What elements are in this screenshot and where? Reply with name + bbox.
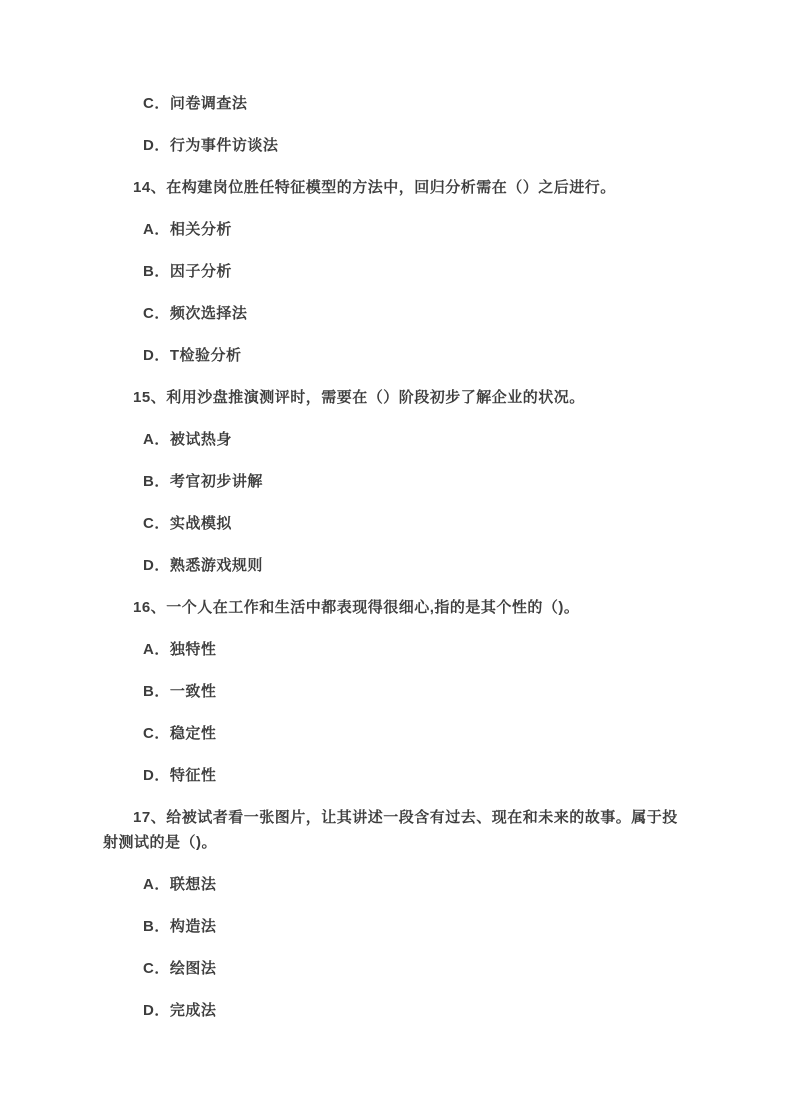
- option-line: D．行为事件访谈法: [143, 137, 279, 154]
- option-line: A．独特性: [143, 641, 217, 658]
- option-line: B．一致性: [143, 683, 217, 700]
- question-block-16: [103, 595, 690, 788]
- option-line: A．联想法: [143, 876, 217, 893]
- option-line: C．稳定性: [143, 725, 217, 742]
- question-number: 16、: [133, 599, 167, 616]
- question-block-17: [103, 805, 690, 1023]
- question-number: 14、: [133, 179, 167, 196]
- question-text: 给被试者看一张图片，让其讲述一段含有过去、现在和未来的故事。属于投射测试的是（)。: [103, 809, 678, 851]
- question-text: 在构建岗位胜任特征模型的方法中，回归分析需在（）之后进行。: [166, 179, 616, 196]
- question-stem: [103, 175, 690, 200]
- question-text: 利用沙盘推演测评时，需要在（）阶段初步了解企业的状况。: [166, 389, 585, 406]
- option-line: B．考官初步讲解: [143, 473, 263, 490]
- question-text: 一个人在工作和生活中都表现得很细心,指的是其个性的（)。: [166, 599, 580, 616]
- option-line: C．频次选择法: [143, 305, 248, 322]
- option-line: C．绘图法: [143, 960, 217, 977]
- question-stem: [103, 385, 690, 410]
- option-line: C．问卷调查法: [143, 95, 248, 112]
- option-line: A．被试热身: [143, 431, 232, 448]
- option-line: A．相关分析: [143, 221, 232, 238]
- question-stem: [103, 595, 690, 620]
- question-block-15: [103, 385, 690, 578]
- option-line: D．特征性: [143, 767, 217, 784]
- option-line: D．T检验分析: [143, 347, 242, 364]
- question-stem: [103, 805, 690, 855]
- option-line: D．熟悉游戏规则: [143, 557, 263, 574]
- option-line: D．完成法: [143, 1002, 217, 1019]
- option-line: C．实战模拟: [143, 515, 232, 532]
- question-number: 17、: [133, 809, 167, 826]
- option-line: B．因子分析: [143, 263, 232, 280]
- question-number: 15、: [133, 389, 167, 406]
- option-line: B．构造法: [143, 918, 217, 935]
- question-block-14: [103, 175, 690, 368]
